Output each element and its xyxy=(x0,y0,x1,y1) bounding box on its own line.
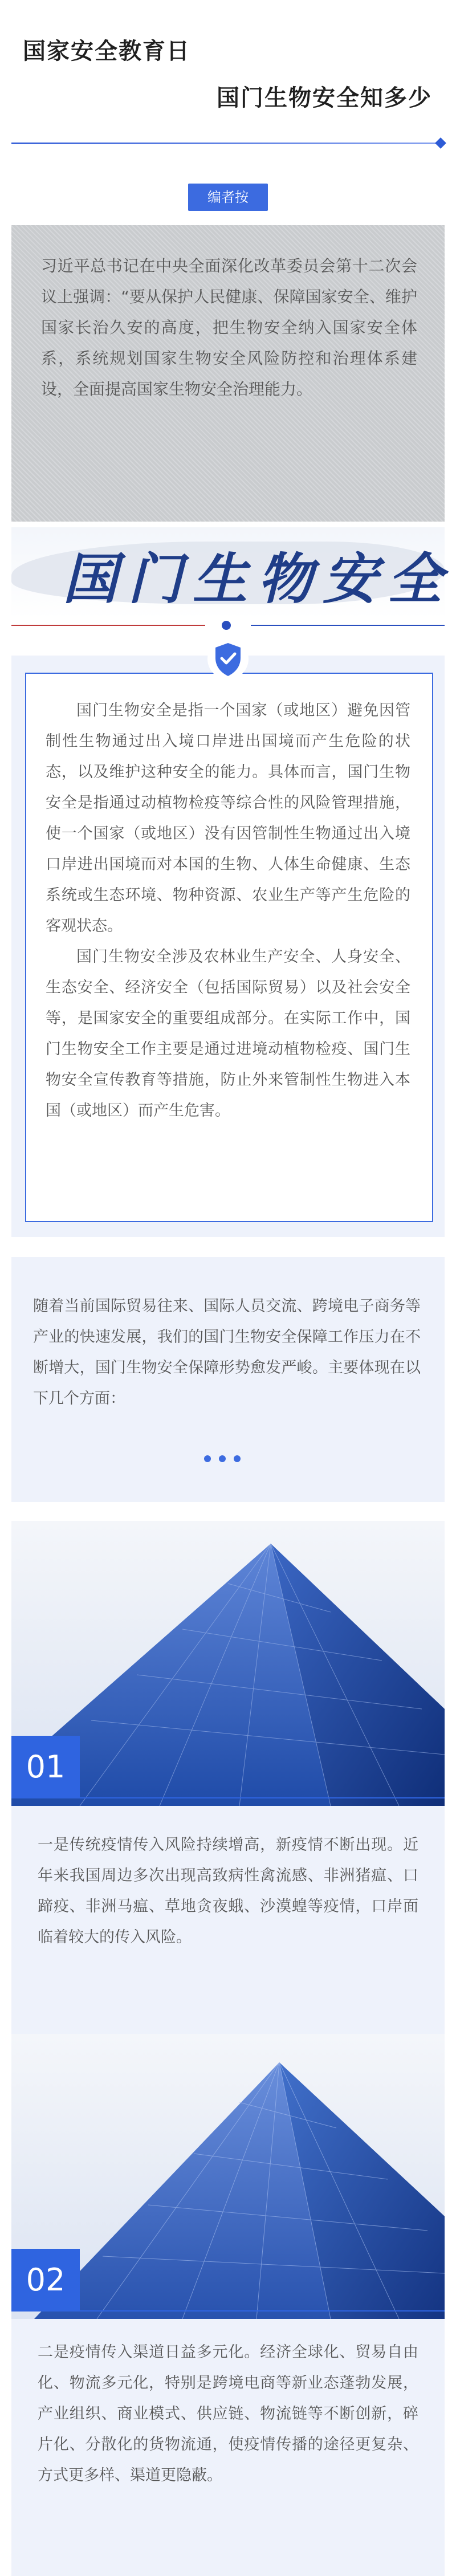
definition-paragraph-2: 国门生物安全涉及农林业生产安全、人身安全、生态安全、经济安全（包括国际贸易）以及社会安全等，是国家安全的重要组成部分。在实际工作中，国门生物安全工作主要是通过进境动植物检疫、国门生物安全宣传教育等措施，防止外来管制性生物进入本国（或地区）而产生危害。 xyxy=(46,948,410,1120)
item-text: 一是传统疫情传入风险持续增高，新疫情不断出现。近年来我国周边多次出现高致病性禽流感、非洲猪瘟、口蹄疫、非洲马瘟、草地贪夜蛾、沙漠蝗等疫情，口岸面临着较大的传入风险。 xyxy=(38,1836,418,1946)
section-divider-dot xyxy=(222,621,231,630)
header-divider-diamond xyxy=(435,137,446,149)
title-line-2: 国门生物安全知多少 xyxy=(217,85,432,111)
item-number-box: 01 xyxy=(11,1736,80,1798)
banner-title: 国门生物安全 xyxy=(63,547,453,611)
section-divider-left xyxy=(11,625,205,626)
header-divider xyxy=(11,143,445,144)
item-number-underline xyxy=(80,2310,445,2312)
editor-note-tag: 编者按 xyxy=(188,184,268,211)
definition-text xyxy=(46,695,410,1126)
quote-text: 习近平总书记在中央全面深化改革委员会第十二次会议上强调：“要从保护人民健康、保障国家安全、维护国家长治久安的高度，把生物安全纳入国家安全体系，系统规划国家生物安全风险防控和治理体系建设，全面提高国家生物安全治理能力。 xyxy=(41,257,417,398)
title-line-1: 国家安全教育日 xyxy=(23,38,190,64)
section-divider-right xyxy=(251,625,445,626)
definition-paragraph-1: 国门生物安全是指一个国家（或地区）避免因管制性生物通过出入境口岸进出国境而产生危险的状态，以及维护这种安全的能力。具体而言，国门生物安全是指通过动植物检疫等综合性的风险管理措施，使一个国家（或地区）没有因管制性生物通过出入境口岸进出国境而对本国的生物、人体生命健康、生态系统或生态环境、物种资源、农业生产等产生危险的客观状态。 xyxy=(46,702,410,935)
intro-text: 随着当前国际贸易往来、国际人员交流、跨境电子商务等产业的快速发展，我们的国门生物安全保障工作压力在不断增大，国门生物安全保障形势愈发严峻。主要体现在以下几个方面： xyxy=(33,1297,421,1407)
ellipsis-dots xyxy=(204,1454,252,1462)
item-text: 二是疫情传入渠道日益多元化。经济全球化、贸易自由化、物流多元化，特别是跨境电商等新业态蓬勃发展，产业组织、商业模式、供应链、物流链等不断创新，碎片化、分散化的货物流通，使疫情传播的途径更复杂、方式更多样、渠道更隐蔽。 xyxy=(38,2343,418,2484)
item-number-underline xyxy=(80,1797,445,1798)
shield-check-icon xyxy=(206,637,250,681)
item-number-box: 02 xyxy=(11,2249,80,2312)
